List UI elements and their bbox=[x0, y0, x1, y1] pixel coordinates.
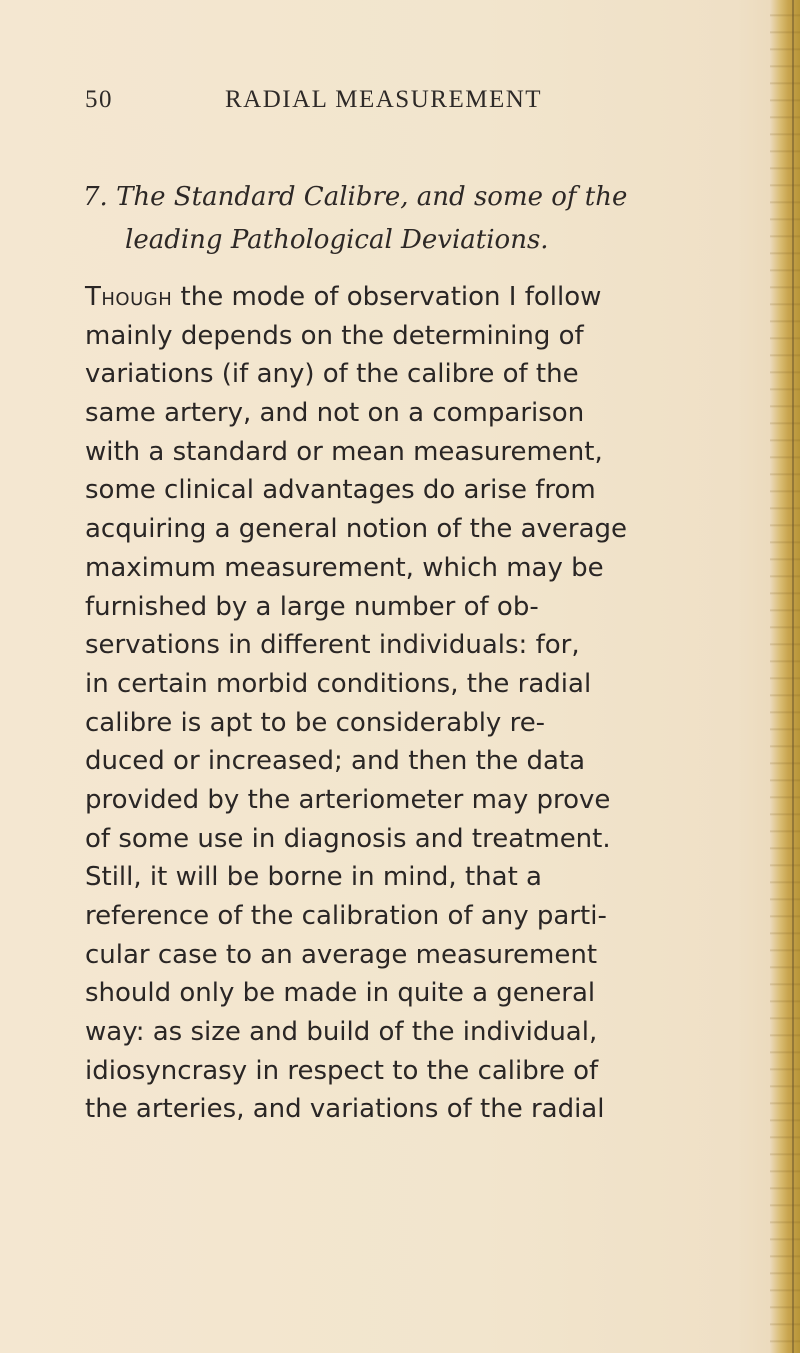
body-line: Still, it will be borne in mind, that a bbox=[85, 862, 542, 893]
section-heading-line: leading Pathological Deviations. bbox=[125, 225, 549, 255]
running-head-title: RADIAL MEASUREMENT bbox=[225, 86, 543, 113]
body-paragraph bbox=[85, 278, 725, 1129]
body-line: servations in different individuals: for, bbox=[85, 630, 580, 661]
opening-word: Though bbox=[85, 282, 173, 312]
body-line: in certain morbid conditions, the radial bbox=[85, 668, 592, 699]
body-line: the arteries, and variations of the radial bbox=[85, 1094, 605, 1125]
body-line: furnished by a large number of ob- bbox=[85, 591, 539, 622]
body-line: same artery, and not on a comparison bbox=[85, 398, 585, 429]
body-line: calibre is apt to be considerably re- bbox=[85, 707, 546, 738]
body-line: with a standard or mean measurement, bbox=[85, 436, 603, 467]
body-line: provided by the arteriometer may prove bbox=[85, 784, 611, 815]
body-line: way: as size and build of the individual, bbox=[85, 1017, 598, 1048]
body-line: maximum measurement, which may be bbox=[85, 552, 604, 583]
running-head bbox=[85, 86, 705, 120]
body-line: reference of the calibration of any parti- bbox=[85, 901, 607, 931]
first-line-text: the mode of observation I follow bbox=[172, 282, 602, 312]
body-line: mainly depends on the determining of bbox=[85, 320, 584, 351]
body-line: idiosyncrasy in respect to the calibre of bbox=[85, 1055, 599, 1086]
body-line bbox=[85, 278, 725, 317]
body-line: duced or increased; and then the data bbox=[85, 746, 586, 777]
body-line: cular case to an average measurement bbox=[85, 939, 598, 970]
page-number: 50 bbox=[85, 86, 113, 113]
page-edge-line bbox=[792, 0, 794, 1353]
body-line: variations (if any) of the calibre of the bbox=[85, 359, 579, 390]
section-heading bbox=[83, 176, 723, 262]
page-edge bbox=[770, 0, 800, 1353]
body-line: acquiring a general notion of the average bbox=[85, 514, 628, 545]
body-line: should only be made in quite a general bbox=[85, 978, 596, 1009]
section-heading-line: 7. The Standard Calibre, and some of the bbox=[83, 182, 628, 212]
body-line: some clinical advantages do arise from bbox=[85, 475, 596, 506]
body-line: of some use in diagnosis and treatment. bbox=[85, 823, 611, 854]
